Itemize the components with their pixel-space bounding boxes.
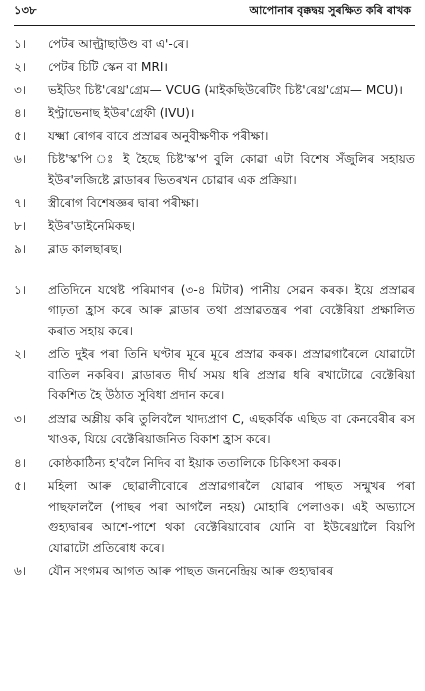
item-number: ৬। <box>14 564 27 579</box>
item-text: ভইডিং চিষ্ট'ৰেথ্ৰ'গ্ৰেম— VCUG (মাইকছিউৰেটিং চিষ্ট'ৰেথ্ৰ'গ্ৰেম— MCU)। <box>48 83 403 98</box>
item-text: পেটৰ আল্ট্ৰাছাউণ্ড বা এ'-ৰে। <box>48 37 189 51</box>
test-item <box>14 149 415 190</box>
item-text: কোষ্ঠকাঠিন্য হ'বলৈ নিদিব বা ইয়াক ততালিকে চিকিৎসা কৰক। <box>48 455 341 470</box>
item-number: ৫। <box>14 479 27 494</box>
item-number: ৮। <box>14 219 27 234</box>
advice-item <box>14 409 415 450</box>
prevention-advice-list <box>14 280 415 582</box>
page-number: ১৩৮ <box>14 3 37 17</box>
test-item <box>14 193 415 214</box>
item-number: ৩। <box>14 411 27 426</box>
item-number: ৭। <box>14 196 27 211</box>
advice-item <box>14 280 415 342</box>
test-item <box>14 239 415 260</box>
advice-item <box>14 476 415 558</box>
advice-item <box>14 453 415 474</box>
test-item <box>14 103 415 124</box>
test-item <box>14 126 415 147</box>
item-text: ইউৰ'ডাইনেমিকছ। <box>48 219 135 234</box>
item-number: ৬। <box>14 152 27 167</box>
item-text: চিষ্ট'স্ক'পি ঃ ই হৈছে চিষ্ট'স্ক'প বুলি কোৱা এটা বিশেষ সঁজুলিৰ সহায়ত ইউৰ'লজিষ্টে ব্লাডাৰৰ ভিতৰখন চোৱাৰ এক প্ৰক্ৰিয়া। <box>48 152 415 187</box>
item-number: ৩। <box>14 83 27 98</box>
item-number: ৫। <box>14 129 27 144</box>
item-number: ৪। <box>14 106 27 121</box>
test-item <box>14 216 415 237</box>
item-number: ১। <box>14 37 27 51</box>
test-item <box>14 34 415 55</box>
item-number: ২। <box>14 60 27 75</box>
item-text: মহিলা আৰু ছোৱালীবোৰে প্ৰস্ৰাৱগাৰলৈ যোৱাৰ পাছত সন্মুখৰ পৰা পাছফাললৈ (পাছৰ পৰা আগলৈ নহয়) মোহাৰি পেলাওক। এই অভ্যাসে গুহ্যদ্বাৰৰ আশে-পাশে থকা বেক্টেৰিয়াবোৰ যোনি বা ইউৰেথ্ৰালৈ বিয়পি যোৱাটো প্ৰতিৰোধ কৰে। <box>48 479 415 555</box>
diagnostic-tests-list <box>14 34 415 260</box>
item-text: যক্ষ্মা ৰোগৰ বাবে প্ৰস্ৰাৱৰ অনুবীক্ষণীক পৰীক্ষা। <box>48 129 269 144</box>
item-number: ১। <box>14 282 27 297</box>
page-header <box>14 2 415 24</box>
item-text: ইণ্ট্ৰাভেনাছ ইউৰ'গ্ৰেফী (IVU)। <box>48 106 195 121</box>
item-number: ৪। <box>14 455 27 470</box>
advice-item <box>14 344 415 406</box>
item-text: প্ৰতিদিনে যথেষ্ট পৰিমাণৰ (৩-৪ মিটাৰ) পানীয় সেৱন কৰক। ইয়ে প্ৰস্ৰাৱৰ গাঢ়তা হ্ৰাস কৰে আৰু ব্লাডাৰ তথা প্ৰস্ৰাৱতন্ত্ৰৰ পৰা বেক্টেৰিয়া প্ৰক্ষালিত কৰাত সহায় কৰে। <box>48 282 415 338</box>
test-item <box>14 80 415 101</box>
item-text: যৌন সংগমৰ আগত আৰু পাছত জননেন্দ্ৰিয় আৰু গুহ্যদ্বাৰৰ <box>48 564 334 579</box>
item-number: ৯। <box>14 242 27 257</box>
item-number: ২। <box>14 347 27 362</box>
header-rule <box>14 25 415 26</box>
item-text: ব্লাড কালছাৰছ। <box>48 242 123 257</box>
item-text: স্ত্ৰীৰোগ বিশেষজ্ঞৰ দ্বাৰা পৰীক্ষা। <box>48 196 199 211</box>
running-title: আপোনাৰ বৃক্কদ্বয় সুৰক্ষিত কৰি ৰাখক <box>249 4 411 17</box>
item-text: পেটৰ চিটি স্কেন বা MRI। <box>48 60 168 75</box>
advice-item <box>14 561 415 582</box>
test-item <box>14 57 415 78</box>
item-text: প্ৰস্ৰাৱ অম্লীয় কৰি তুলিবলৈ খাদ্যপ্ৰাণ C, এছকৰ্বিক এছিড বা কেনবেৰীৰ ৰস খাওক, যিয়ে বেক্টেৰিয়াজনিত বিকাশ হ্ৰাস কৰে। <box>48 411 415 447</box>
item-text: প্ৰতি দুইৰ পৰা তিনি ঘণ্টাৰ মূৰে মূৰে প্ৰস্ৰাৱ কৰক। প্ৰস্ৰাৱগাৰৈলে যোৱাটো বাতিল নকৰিব। ব্লাডাৰত দীৰ্ঘ সময় ধৰি প্ৰস্ৰাৱ ধৰি ৰখাটোৱে বেক্টেৰিয়া বিকশিত হৈ উঠাত সুবিধা প্ৰদান কৰে। <box>48 347 415 403</box>
